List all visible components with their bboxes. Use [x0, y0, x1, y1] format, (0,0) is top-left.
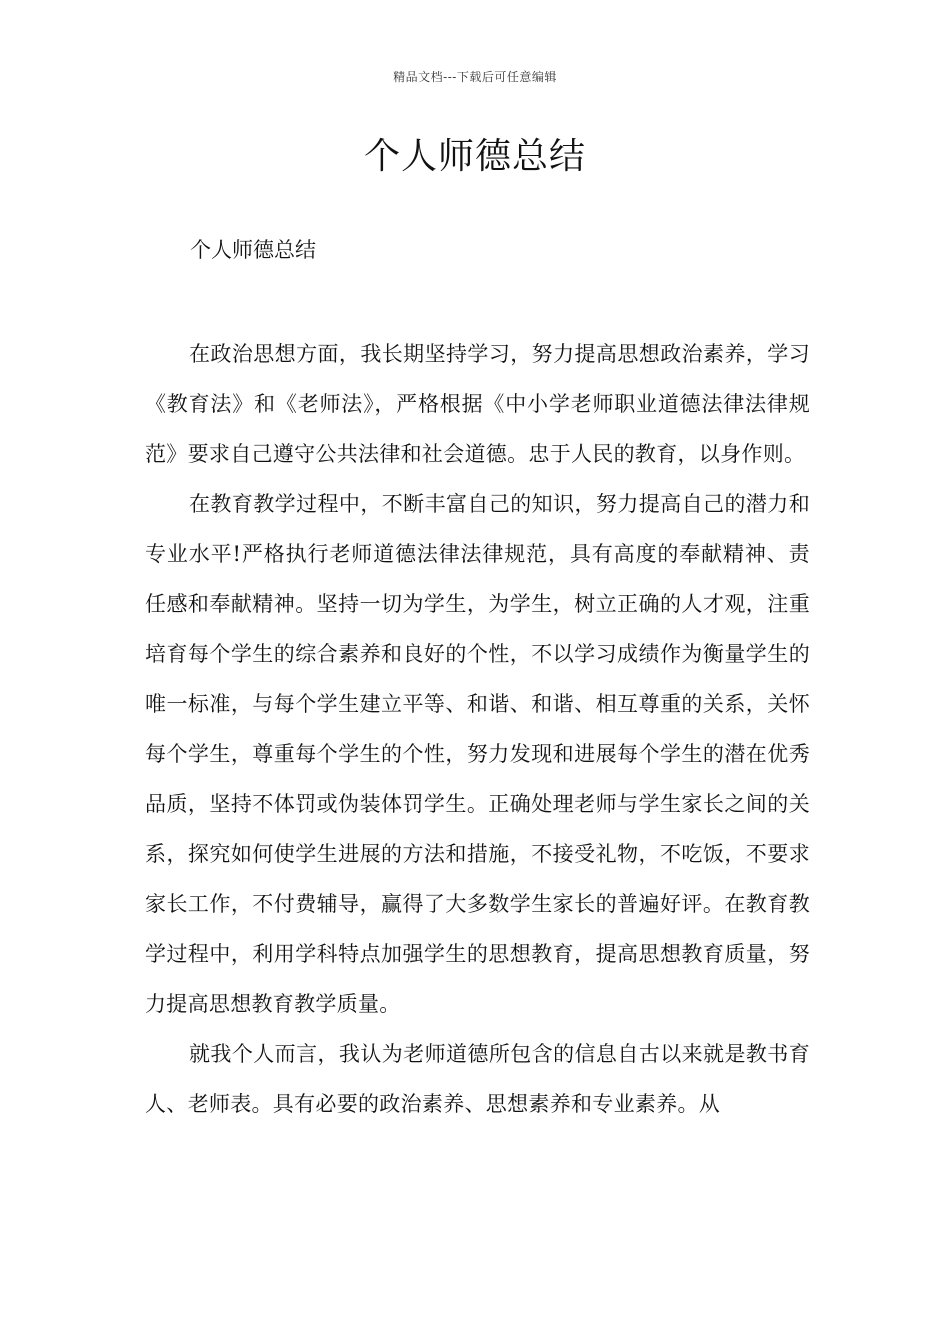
- paragraph-political: 在政治思想方面，我长期坚持学习，努力提高思想政治素养，学习《教育法》和《老师法》，严格根据《中小学老师职业道德法律法律规范》要求自己遵守公共法律和社会道德。忠于人民的教育，以身作则。: [145, 342, 810, 466]
- paragraph-personal: 就我个人而言，我认为老师道德所包含的信息自古以来就是教书育人、老师表。具有必要的政治素养、思想素养和专业素养。从: [145, 1042, 810, 1116]
- paragraph-teaching: 在教育教学过程中，不断丰富自己的知识，努力提高自己的潜力和专业水平!严格执行老师道德法律法律规范，具有高度的奉献精神、责任感和奉献精神。坚持一切为学生，为学生，树立正确的人才观，注重培育每个学生的综合素养和良好的个性，不以学习成绩作为衡量学生的唯一标准，与每个学生建立平等、和谐、和谐、相互尊重的关系，关怀每个学生，尊重每个学生的个性，努力发现和进展每个学生的潜在优秀品质，坚持不体罚或伪装体罚学生。正确处理老师与学生家长之间的关系，探究如何使学生进展的方法和措施，不接受礼物，不吃饭，不要求家长工作，不付费辅导，赢得了大多数学生家长的普遍好评。在教育教学过程中，利用学科特点加强学生的思想教育，提高思想教育质量，努力提高思想教育教学质量。: [145, 492, 810, 1016]
- header-note: 精品文档---下载后可任意编辑: [393, 70, 557, 84]
- document-subtitle: 个人师德总结: [190, 238, 316, 262]
- document-body: [145, 329, 810, 1129]
- document-title: 个人师德总结: [363, 136, 586, 177]
